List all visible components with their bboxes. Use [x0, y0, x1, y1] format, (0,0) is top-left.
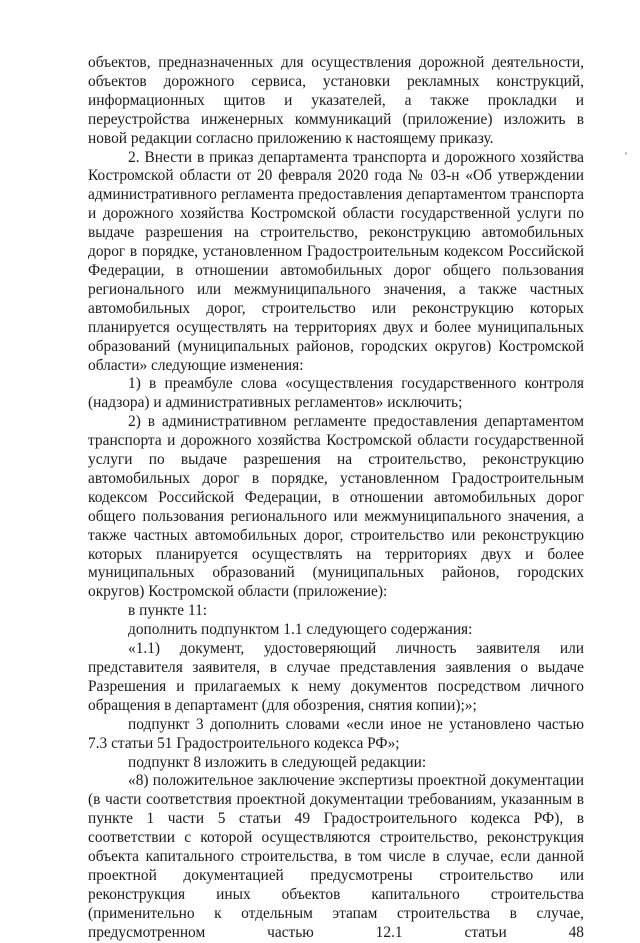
- paragraph-subpoint-8-text: «8) положительное заключение экспертизы проектной документации (в части соответствия проектной документации требованиям, указанным в пункте 1 части 5 статьи 49 Градостроительного кодекса РФ), в соответствии с которой осуществляются строительство, реконструкция объекта капитального строительства, в том числе в случае, если данной проектной документацией предусмотрены строительство или реконструкция иных объектов капитального строительства (применительно к отдельным этапам строительства в случае, предусмотренном частью 12.1 статьи 48: [88, 772, 584, 941]
- paragraph-subitem-2: 2) в административном регламенте предоставления департаментом транспорта и дорожного хозяйства Костромской области государственной услуги по выдаче разрешения на строительство, реконструкцию автомобильных дорог в порядке, установленном Градостроительным кодексом Российской Федерации, в отношении автомобильных дорог общего пользования регионального или межмуниципального значения, а также частных автомобильных дорог, строительство или реконструкцию которых планируется осуществлять на территориях двух и более муниципальных образований (муниципальных районов, городских округов) Костромской области (приложение):: [88, 413, 584, 601]
- scan-speck: [625, 152, 627, 155]
- paragraph-continuation: объектов, предназначенных для осуществления дорожной деятельности, объектов дорожного сервиса, установки рекламных конструкций, информационных щитов и указателей, а также прокладки и переустройства инженерных коммуникаций (приложение) изложить в новой редакции согласно приложению к настоящему приказу.: [88, 54, 584, 147]
- document-body: [88, 54, 584, 943]
- paragraph-add-subpoint: дополнить подпунктом 1.1 следующего содержания:: [128, 621, 473, 639]
- paragraph-subpoint-1-1: «1.1) документ, удостоверяющий личность заявителя или представителя заявителя, в случае представления заявления о выдаче Разрешения и прилагаемых к нему документов посредством личного обращения в департамент (для обозрения, снятия копии);»;: [88, 640, 584, 714]
- paragraph-item-2: 2. Внести в приказ департамента транспорта и дорожного хозяйства Костромской области от 20 февраля 2020 года № 03-н «Об утверждении административного регламента предоставления департаментом транспорта и дорожного хозяйства Костромской области государственной услуги по выдаче разрешения на строительство, реконструкцию автомобильных дорог в порядке, установленном Градостроительным кодексом Российской Федерации, в отношении автомобильных дорог общего пользования регионального или межмуниципального значения, а также частных автомобильных дорог, строительство или реконструкцию которых планируется осуществлять на территориях двух и более муниципальных образований (муниципальных районов, городских округов) Костромской области» следующие изменения:: [88, 148, 584, 374]
- paragraph-subitem-1: 1) в преамбуле слова «осуществления государственного контроля (надзора) и административных регламентов» исключить;: [88, 375, 584, 412]
- paragraph-subpoint-8-intro: подпункт 8 изложить в следующей редакции:: [128, 753, 427, 771]
- paragraph-subpoint-3: подпункт 3 дополнить словами «если иное не установлено частью 7.3 статьи 51 Градостроительного кодекса РФ»;: [88, 715, 584, 752]
- paragraph-point-11: в пункте 11:: [128, 602, 208, 620]
